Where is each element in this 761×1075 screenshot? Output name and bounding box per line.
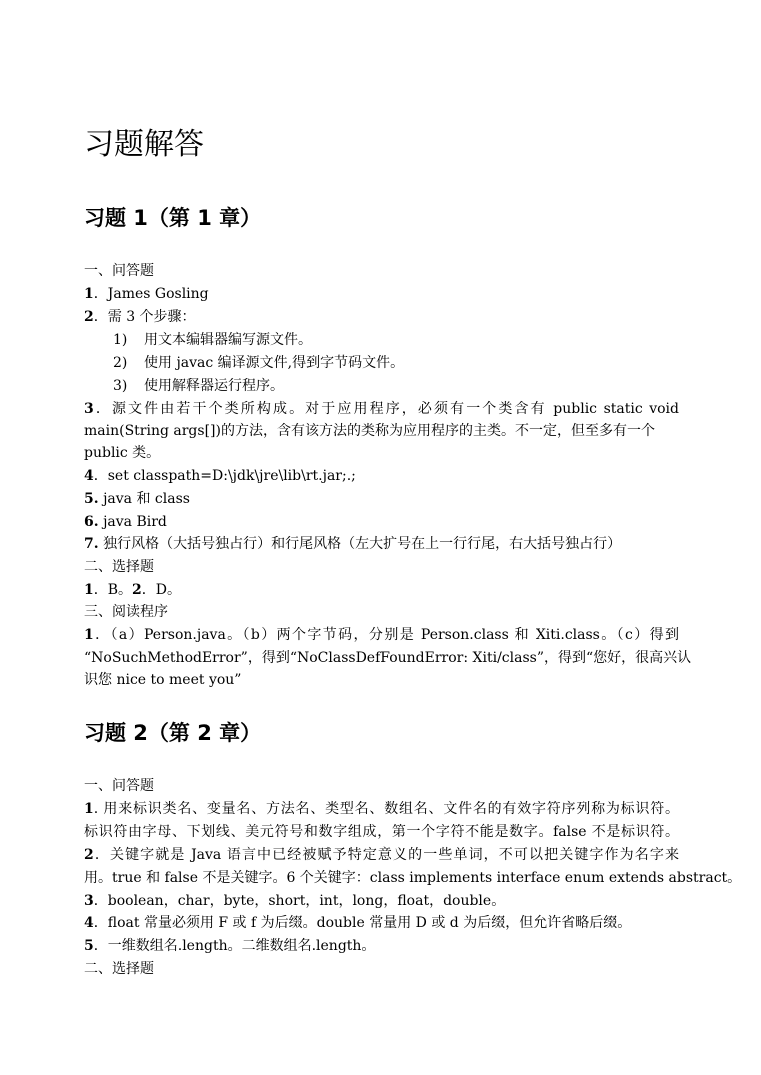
answer-text: ．（a）Person.java。（b）两个字节码，分别是 Person.class 和 Xiti.class。（c）得到 [93, 627, 679, 643]
ch1-question-6 [84, 512, 679, 532]
ch2-question-1-line-2: 标识符由字母、下划线、美元符号和数字组成，第一个字符不能是数字。false 不是标识符。 [84, 824, 679, 840]
ch2-question-5 [84, 936, 679, 956]
ch1-reading-1-line-3: 识您 nice to meet you” [84, 672, 242, 688]
ch2-question-2-line-2: 用。true 和 false 不是关键字。6 个关键字：class implements interface enum extends abstract。 [84, 870, 742, 886]
ch1-section-choice: 二、选择题 [84, 559, 154, 575]
step-number: 3) [113, 378, 128, 394]
ch1-section-reading: 三、阅读程序 [84, 604, 168, 620]
question-number: 6. [84, 514, 99, 530]
chapter-1-heading: 习题 1（第 1 章） [84, 206, 262, 230]
answer-text: ．B。 [93, 582, 133, 598]
question-number: 5 [84, 938, 94, 954]
question-number: 1 [84, 801, 94, 817]
ch1-question-3-line-1 [84, 399, 679, 419]
ch2-question-3 [84, 891, 679, 911]
ch1-question-5 [84, 489, 679, 509]
question-number: 4 [84, 915, 94, 931]
question-number: 3 [84, 893, 94, 909]
ch1-step-1 [113, 330, 708, 350]
ch2-question-1-line-1 [84, 799, 679, 819]
step-number: 2) [113, 355, 128, 371]
step-text: 用文本编辑器编写源文件。 [144, 332, 312, 348]
question-number: 1 [84, 627, 94, 643]
step-text: 使用 javac 编译源文件,得到字节码文件。 [144, 355, 405, 371]
ch1-reading-1-line-1 [84, 625, 679, 645]
answer-text: . 用来标识类名、变量名、方法名、类型名、数组名、文件名的有效字符序列称为标识符。 [93, 801, 679, 817]
answer-text: ．float 常量必须用 F 或 f 为后缀。double 常量用 D 或 d 为后缀，但允许省略后缀。 [93, 915, 632, 931]
answer-text: java 和 class [98, 491, 190, 507]
ch2-section-qa: 一、问答题 [84, 778, 154, 794]
answer-text: ．源文件由若干个类所构成。对于应用程序，必须有一个类含有 public static void [93, 401, 679, 417]
question-number: 7. [84, 536, 99, 552]
answer-text: java Bird [98, 514, 167, 530]
document-title: 习题解答 [84, 127, 204, 162]
question-number: 1 [84, 582, 94, 598]
step-text: 使用解释器运行程序。 [144, 378, 284, 394]
answer-text: ．D。 [141, 582, 182, 598]
question-number: 1 [84, 286, 94, 302]
answer-text: ．关键字就是 Java 语言中已经被赋予特定意义的一些单词，不可以把关键字作为名字来 [93, 847, 679, 863]
answer-text: 独行风格（大括号独占行）和行尾风格（左大扩号在上一行行尾，右大括号独占行） [98, 536, 622, 552]
ch1-reading-1-line-2: “NoSuchMethodError”，得到“NoClassDefFoundError: Xiti/class”，得到“您好，很高兴认 [84, 650, 692, 666]
step-number: 1) [113, 332, 128, 348]
chapter-2-heading: 习题 2（第 2 章） [84, 721, 262, 745]
ch1-question-2 [84, 307, 679, 327]
ch1-question-7 [84, 534, 679, 554]
question-number: 4 [84, 468, 94, 484]
question-number: 2 [84, 847, 94, 863]
answer-text: ．set classpath=D:\jdk\jre\lib\rt.jar;.; [93, 468, 356, 484]
ch1-choice-answers [84, 580, 679, 600]
ch2-question-4 [84, 913, 679, 933]
ch1-section-qa: 一、问答题 [84, 263, 154, 279]
ch1-question-3-line-3: public 类。 [84, 445, 161, 461]
ch1-step-2 [113, 353, 708, 373]
answer-text: ．James Gosling [93, 286, 209, 302]
ch1-question-4 [84, 466, 679, 486]
answer-text: ．boolean，char，byte，short，int，long，float，double。 [93, 893, 506, 909]
question-number: 2 [84, 309, 94, 325]
answer-text: ．一维数组名.length。二维数组名.length。 [93, 938, 376, 954]
ch1-question-3-line-2: main(String args[])的方法，含有该方法的类称为应用程序的主类。不一定，但至多有一个 [84, 423, 655, 439]
ch1-question-1 [84, 284, 679, 304]
ch2-section-choice: 二、选择题 [84, 961, 154, 977]
ch1-step-3 [113, 376, 708, 396]
ch2-question-2-line-1 [84, 845, 679, 865]
answer-text: ．需 3 个步骤： [93, 309, 196, 325]
question-number: 2 [132, 582, 142, 598]
question-number: 3 [84, 401, 94, 417]
question-number: 5. [84, 491, 99, 507]
